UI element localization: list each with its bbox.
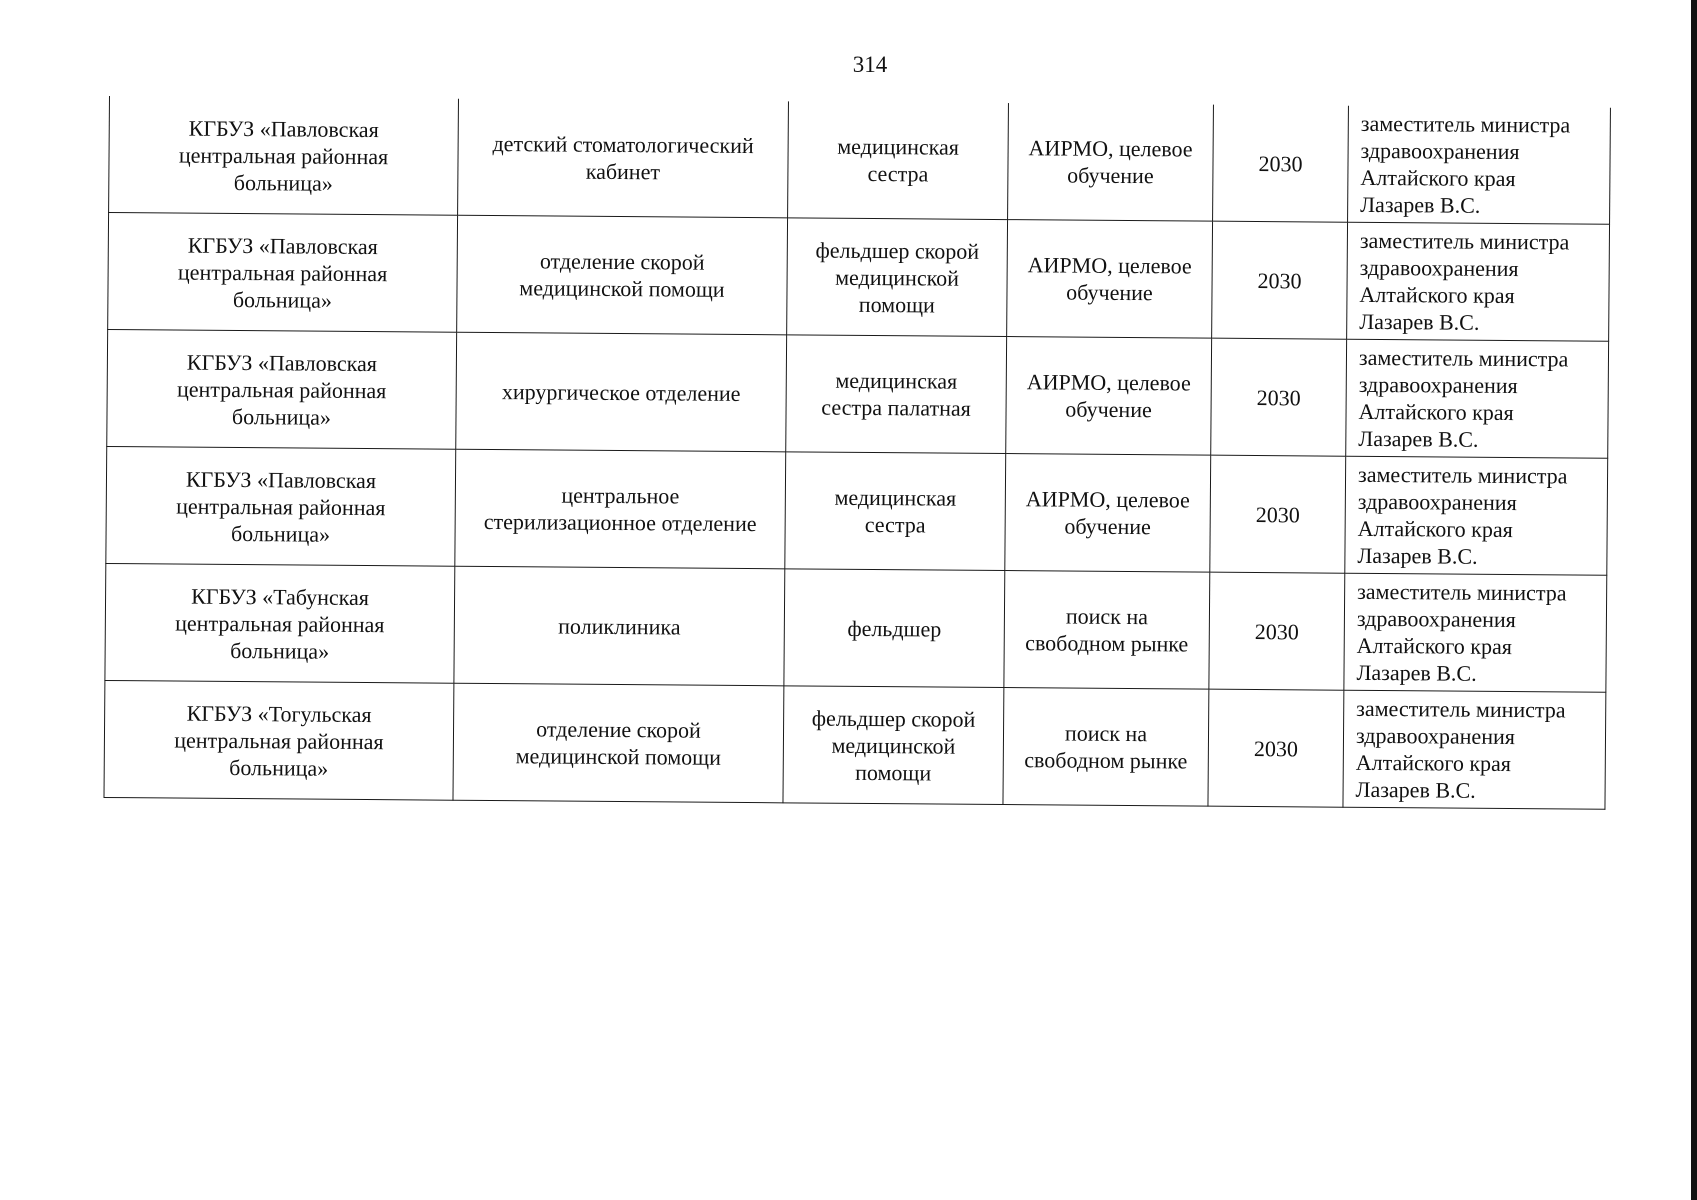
year-cell: 2030 bbox=[1212, 221, 1348, 339]
page-number: 314 bbox=[852, 52, 888, 77]
source-cell: АИРМО, целевое обучение bbox=[1006, 337, 1212, 456]
year-cell: 2030 bbox=[1209, 572, 1345, 690]
responsible-cell: заместитель министра здравоохранения Алтайского края Лазарев В.С. bbox=[1345, 456, 1608, 575]
responsible-cell: заместитель министра здравоохранения Алтайского края Лазарев В.С. bbox=[1343, 690, 1606, 809]
responsible-cell: заместитель министра здравоохранения Алтайского края Лазарев В.С. bbox=[1344, 573, 1607, 692]
organization-cell: КГБУЗ «Павловская центральная районная больница» bbox=[108, 213, 458, 333]
organization-cell: КГБУЗ «Павловская центральная районная больница» bbox=[107, 329, 457, 449]
scan-edge bbox=[1691, 0, 1697, 1200]
organization-cell: КГБУЗ «Табунская центральная районная больница» bbox=[105, 563, 455, 683]
source-cell: поиск на свободном рынке bbox=[1003, 688, 1209, 807]
table-row bbox=[107, 329, 1609, 458]
responsible-cell: заместитель министра здравоохранения Алтайского края Лазарев В.С. bbox=[1346, 339, 1609, 458]
year-cell: 2030 bbox=[1213, 105, 1349, 223]
department-cell: центральное стерилизационное отделение bbox=[455, 449, 786, 569]
source-cell: поиск на свободном рынке bbox=[1004, 571, 1210, 690]
table-row bbox=[108, 213, 1610, 342]
source-cell: АИРМО, целевое обучение bbox=[1007, 220, 1213, 339]
department-cell: отделение скорой медицинской помощи bbox=[457, 215, 788, 335]
table-row bbox=[104, 680, 1606, 809]
source-cell: АИРМО, целевое обучение bbox=[1005, 454, 1211, 573]
position-cell: медицинская сестра bbox=[788, 101, 1009, 219]
year-cell: 2030 bbox=[1210, 455, 1346, 573]
responsible-cell: заместитель министра здравоохранения Алтайского края Лазарев В.С. bbox=[1348, 106, 1611, 225]
organization-cell: КГБУЗ «Тогульская центральная районная больница» bbox=[104, 680, 454, 800]
position-cell: фельдшер скорой медицинской помощи bbox=[783, 686, 1004, 805]
department-cell: отделение скорой медицинской помощи bbox=[453, 683, 784, 803]
table-row bbox=[105, 563, 1607, 692]
table-row bbox=[106, 446, 1608, 575]
position-cell: фельдшер bbox=[784, 569, 1005, 688]
department-cell: хирургическое отделение bbox=[456, 332, 787, 452]
organization-cell: КГБУЗ «Павловская центральная районная больница» bbox=[106, 446, 456, 566]
department-cell: детский стоматологический кабинет bbox=[458, 99, 789, 218]
organization-cell: КГБУЗ «Павловская центральная районная больница» bbox=[109, 96, 459, 215]
responsible-cell: заместитель министра здравоохранения Алтайского края Лазарев В.С. bbox=[1347, 222, 1610, 341]
position-cell: медицинская сестра bbox=[785, 452, 1006, 571]
year-cell: 2030 bbox=[1208, 689, 1344, 807]
staffing-table bbox=[103, 96, 1610, 810]
position-cell: фельдшер скорой медицинской помощи bbox=[787, 218, 1008, 337]
department-cell: поликлиника bbox=[454, 566, 785, 686]
table-row bbox=[109, 96, 1611, 224]
year-cell: 2030 bbox=[1211, 338, 1347, 456]
source-cell: АИРМО, целевое обучение bbox=[1008, 103, 1214, 221]
position-cell: медицинская сестра палатная bbox=[786, 335, 1007, 454]
